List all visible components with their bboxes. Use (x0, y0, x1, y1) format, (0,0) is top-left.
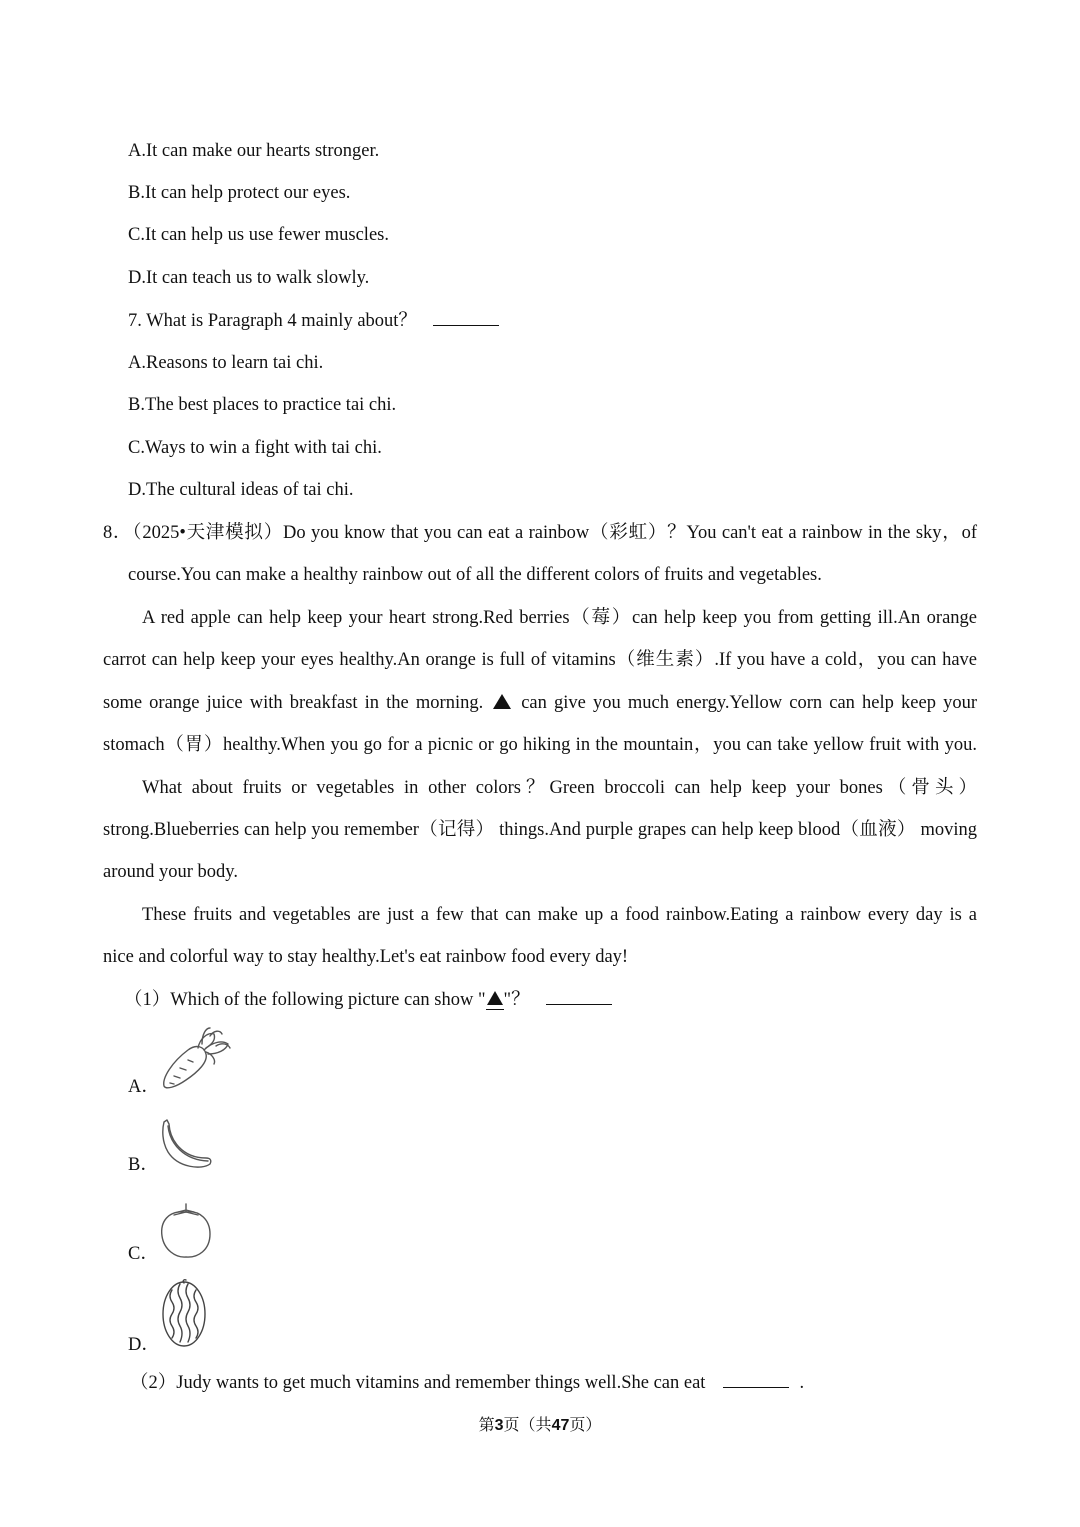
q8-sub1-option-c[interactable]: C． (128, 1244, 159, 1264)
answer-blank[interactable] (723, 1371, 789, 1388)
q8-p3-line-1: These fruits and vegetables are just a few that can make up a food rainbow.Eating a rainbow every day is a (142, 905, 977, 925)
triangle-icon (493, 694, 511, 709)
footer-total-pages: 47 (551, 1417, 570, 1434)
answer-blank[interactable] (546, 988, 612, 1005)
q8-sub2-text: （2）Judy wants to get much vitamins and remember things well.She can eat (130, 1373, 706, 1393)
q8-p1-line-2: carrot can help keep your eyes healthy.An orange is full of vitamins（维生素）.If you have a cold，you can have (103, 650, 977, 670)
page-footer (0, 1415, 1080, 1437)
footer-suffix: 页） (569, 1417, 602, 1434)
q8-sub1-option-d[interactable]: D． (128, 1335, 160, 1355)
q6-option-b: B.It can help protect our eyes. (128, 183, 351, 203)
q8-p3-line-2: nice and colorful way to stay healthy.Let's eat rainbow food every day! (103, 947, 629, 967)
q8-sub2-stem (130, 1371, 804, 1395)
carrot-icon (158, 1026, 234, 1094)
q7-option-b: B.The best places to practice tai chi. (128, 395, 397, 415)
footer-prefix: 第 (478, 1417, 495, 1434)
watermelon-icon (158, 1278, 214, 1352)
q8-sub1-stem (124, 988, 612, 1012)
q8-p2-line-1: What about fruits or vegetables in other colors？Green broccoli can help keep your bones（骨头） (142, 778, 977, 798)
q8-sub1-before: （1）Which of the following picture can show " (124, 990, 486, 1010)
q8-intro-line-1: 8．（2025•天津模拟）Do you know that you can eat a rainbow（彩虹）？You can't eat a rainbow in the sky，of (103, 523, 977, 543)
footer-middle: 页（共 (503, 1417, 552, 1434)
q8-p1-line-3 (103, 691, 977, 715)
q8-p1-line-3-after: can give you much energy.Yellow corn can help keep your (521, 693, 977, 713)
triangle-icon (487, 991, 503, 1005)
footer-page-number: 3 (494, 1417, 504, 1434)
q8-sub1-after: "？ (503, 990, 530, 1010)
q6-option-a: A.It can make our hearts stronger. (128, 141, 380, 161)
q8-p1-line-4: stomach（胃）healthy.When you go for a picnic or go hiking in the mountain，you can take yellow fruit with you. (103, 735, 977, 755)
q6-option-c: C.It can help us use fewer muscles. (128, 225, 389, 245)
answer-blank[interactable] (433, 309, 499, 326)
q8-sub1-option-b[interactable]: B． (128, 1155, 159, 1175)
q8-sub2-end: . (799, 1373, 805, 1393)
q7-option-a: A.Reasons to learn tai chi. (128, 353, 324, 373)
q8-p1-line-1: A red apple can help keep your heart strong.Red berries（莓）can help keep you from getting ill.An orange (142, 608, 977, 628)
q7-option-c: C.Ways to win a fight with tai chi. (128, 438, 382, 458)
q7-stem-text: 7. What is Paragraph 4 mainly about？ (128, 311, 417, 331)
q6-option-d: D.It can teach us to walk slowly. (128, 268, 370, 288)
q8-sub1-option-a[interactable]: A． (128, 1077, 160, 1097)
q7-option-d: D.The cultural ideas of tai chi. (128, 480, 354, 500)
q8-intro-line-2: course.You can make a healthy rainbow out of all the different colors of fruits and vegetables. (128, 565, 822, 585)
q8-p2-line-3: around your body. (103, 862, 238, 882)
tomato-icon (158, 1200, 214, 1260)
q8-p2-line-2: strong.Blueberries can help you remember（记得） things.And purple grapes can help keep blood（血液） moving (103, 820, 977, 840)
triangle-underlined (486, 991, 504, 1010)
banana-icon (158, 1118, 216, 1172)
q7-stem (128, 309, 499, 333)
q8-p1-line-3-before: some orange juice with breakfast in the morning. (103, 693, 484, 713)
